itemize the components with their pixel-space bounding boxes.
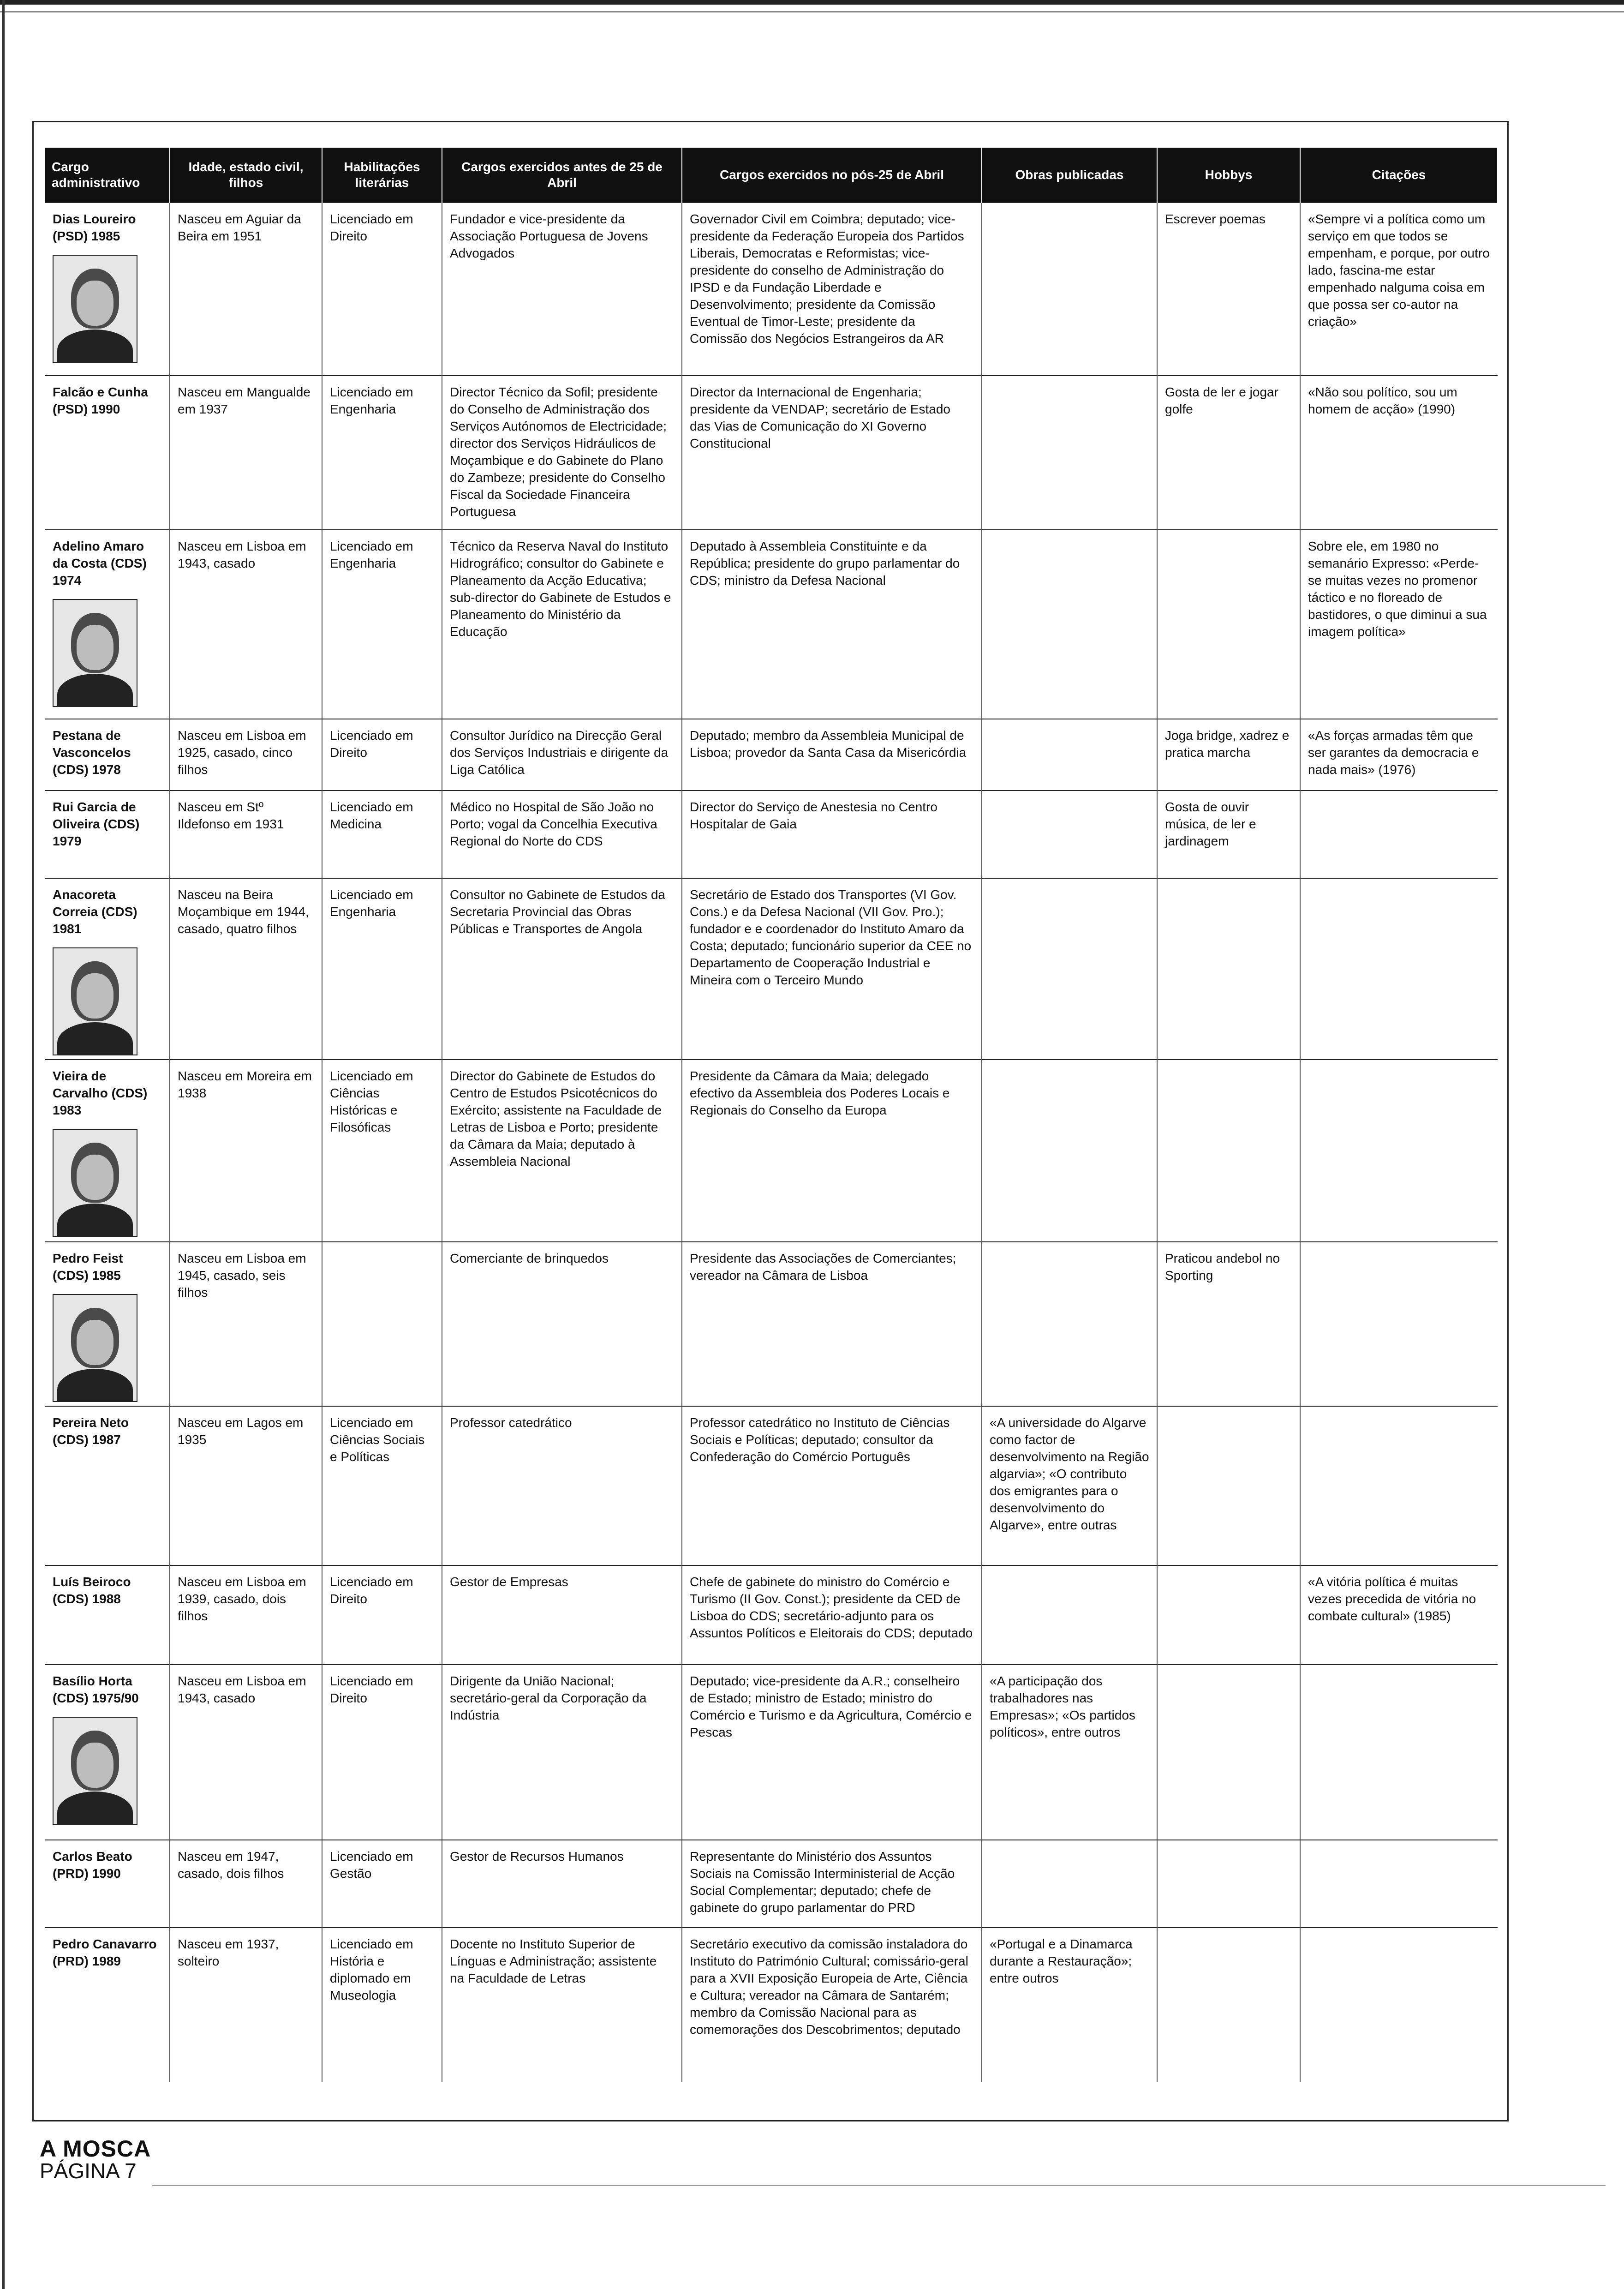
left-edge-rule (2, 0, 5, 2289)
cell-hobbys (1157, 1565, 1300, 1665)
cell-cargo (45, 878, 170, 1060)
cell-obras (982, 530, 1157, 719)
cell-hobbys: Escrever poemas (1157, 203, 1300, 376)
table-row (45, 791, 1498, 878)
cell-citacoes (1300, 1060, 1498, 1242)
profiles-table (45, 148, 1498, 2082)
cell-citacoes (1300, 1665, 1498, 1840)
publication-title: A MOSCA (40, 2136, 151, 2162)
cell-obras (982, 878, 1157, 1060)
cell-cargo (45, 791, 170, 878)
cell-cargo (45, 1406, 170, 1565)
cell-obras (982, 1840, 1157, 1928)
cell-idade: Nasceu em Lagos em 1935 (170, 1406, 322, 1565)
cell-obras: «A participação dos trabalhadores nas Empresas»; «Os partidos políticos», entre outros (982, 1665, 1157, 1840)
cell-pos: Governador Civil em Coimbra; deputado; vice-presidente da Federação Europeia dos Partidos Liberais, Democratas e Reformistas; vice-presidente do conselho de Administração do IPSD e da Fundação Liberdade e Desenvolvimento; presidente da Comissão Eventual de Timor-Leste; presidente da Comissão dos Negócios Estrangeiros da AR (682, 203, 982, 376)
cell-citacoes: «A vitória política é muitas vezes precedida de vitória no combate cultural» (1985) (1300, 1565, 1498, 1665)
cell-citacoes (1300, 1928, 1498, 2082)
cell-idade: Nasceu em Moreira em 1938 (170, 1060, 322, 1242)
header-obras: Obras publicadas (982, 148, 1157, 203)
cell-idade: Nasceu em Stº Ildefonso em 1931 (170, 791, 322, 878)
cell-idade: Nasceu em Aguiar da Beira em 1951 (170, 203, 322, 376)
cell-pos: Chefe de gabinete do ministro do Comércio e Turismo (II Gov. Const.); presidente da CED de Lisboa do CDS; secretário-adjunto para os Assuntos Políticos e Eleitorais do CDS; deputado (682, 1565, 982, 1665)
cell-cargo (45, 203, 170, 376)
table-row (45, 1928, 1498, 2082)
cell-antes: Comerciante de brinquedos (442, 1242, 682, 1406)
cell-antes: Consultor Jurídico na Direcção Geral dos Serviços Industriais e dirigente da Liga Católica (442, 719, 682, 791)
cell-hobbys (1157, 530, 1300, 719)
cell-citacoes: Sobre ele, em 1980 no semanário Expresso: «Perde-se muitas vezes no promenor táctico e no floreado de bastidores, o que diminui a sua imagem política» (1300, 530, 1498, 719)
cell-obras (982, 376, 1157, 530)
person-name: Pedro Canavarro (PRD) 1989 (53, 1937, 157, 1968)
cell-pos: Deputado à Assembleia Constituinte e da República; presidente do grupo parlamentar do CDS; ministro da Defesa Nacional (682, 530, 982, 719)
person-name: Basílio Horta (CDS) 1975/90 (53, 1674, 139, 1705)
cell-cargo (45, 719, 170, 791)
table-row (45, 1665, 1498, 1840)
cell-antes: Médico no Hospital de São João no Porto; vogal da Concelhia Executiva Regional do Norte do CDS (442, 791, 682, 878)
cell-obras (982, 719, 1157, 791)
cell-obras: «A universidade do Algarve como factor de desenvolvimento na Região algarvia»; «O contributo dos emigrantes para o desenvolvimento do Algarve», entre outras (982, 1406, 1157, 1565)
portrait-photo (53, 1129, 137, 1237)
cell-hobbys (1157, 1840, 1300, 1928)
cell-obras (982, 1242, 1157, 1406)
cell-antes: Professor catedrático (442, 1406, 682, 1565)
cell-citacoes (1300, 1242, 1498, 1406)
header-habilitacoes: Habilitações literárias (322, 148, 442, 203)
top-rule-secondary (0, 11, 1624, 12)
cell-hobbys (1157, 1665, 1300, 1840)
cell-cargo (45, 1928, 170, 2082)
cell-citacoes: «Não sou político, sou um homem de acção» (1990) (1300, 376, 1498, 530)
cell-hobbys (1157, 1060, 1300, 1242)
cell-hobbys (1157, 1928, 1300, 2082)
cell-hobbys: Praticou andebol no Sporting (1157, 1242, 1300, 1406)
cell-cargo (45, 1665, 170, 1840)
cell-pos: Director do Serviço de Anestesia no Centro Hospitalar de Gaia (682, 791, 982, 878)
portrait-photo (53, 947, 137, 1055)
portrait-photo (53, 1294, 137, 1402)
cell-cargo (45, 1242, 170, 1406)
cell-hobbys: Gosta de ouvir música, de ler e jardinagem (1157, 791, 1300, 878)
cell-pos: Representante do Ministério dos Assuntos Sociais na Comissão Interministerial de Acção Social Complementar; deputado; chefe de gabinete do grupo parlamentar do PRD (682, 1840, 982, 1928)
cell-antes: Gestor de Empresas (442, 1565, 682, 1665)
table-row (45, 1242, 1498, 1406)
cell-habilitacoes: Licenciado em Engenharia (322, 376, 442, 530)
cell-obras (982, 791, 1157, 878)
cell-antes: Fundador e vice-presidente da Associação Portuguesa de Jovens Advogados (442, 203, 682, 376)
cell-habilitacoes: Licenciado em Medicina (322, 791, 442, 878)
cell-idade: Nasceu em Lisboa em 1943, casado (170, 1665, 322, 1840)
cell-citacoes (1300, 1840, 1498, 1928)
cell-antes: Director Técnico da Sofil; presidente do Conselho de Administração dos Serviços Autónomos de Electricidade; director dos Serviços Hidráulicos de Moçambique e do Gabinete do Plano do Zambeze; presidente do Conselho Fiscal da Sociedade Financeira Portuguesa (442, 376, 682, 530)
cell-cargo (45, 376, 170, 530)
cell-idade: Nasceu em Mangualde em 1937 (170, 376, 322, 530)
header-hobbys: Hobbys (1157, 148, 1300, 203)
table-row (45, 1406, 1498, 1565)
cell-pos: Secretário de Estado dos Transportes (VI Gov. Cons.) e da Defesa Nacional (VII Gov. Pro.); fundador e e coordenador do Instituto Amaro da Costa; deputado; funcionário superior da CEE no Departamento de Cooperação Industrial e Mineira com o Terceiro Mundo (682, 878, 982, 1060)
cell-habilitacoes: Licenciado em Direito (322, 1565, 442, 1665)
person-name: Adelino Amaro da Costa (CDS) 1974 (53, 539, 147, 587)
cell-hobbys: Gosta de ler e jogar golfe (1157, 376, 1300, 530)
table-row (45, 530, 1498, 719)
page-number: PÁGINA 7 (40, 2159, 137, 2183)
cell-citacoes (1300, 878, 1498, 1060)
table-row (45, 376, 1498, 530)
cell-cargo (45, 1060, 170, 1242)
person-name: Luís Beiroco (CDS) 1988 (53, 1575, 131, 1606)
header-cargo: Cargo administrativo (45, 148, 170, 203)
cell-citacoes (1300, 1406, 1498, 1565)
cell-hobbys: Joga bridge, xadrez e pratica marcha (1157, 719, 1300, 791)
cell-idade: Nasceu em Lisboa em 1943, casado (170, 530, 322, 719)
cell-obras: «Portugal e a Dinamarca durante a Restauração»; entre outros (982, 1928, 1157, 2082)
cell-citacoes (1300, 791, 1498, 878)
cell-cargo (45, 530, 170, 719)
cell-citacoes: «Sempre vi a política como um serviço em que todos se empenham, e porque, por outro lado, fascina-me estar empenhado nalguma coisa em que possa ser co-autor na criação» (1300, 203, 1498, 376)
table-row (45, 719, 1498, 791)
cell-cargo (45, 1840, 170, 1928)
cell-cargo (45, 1565, 170, 1665)
person-name: Dias Loureiro (PSD) 1985 (53, 212, 136, 243)
person-name: Pestana de Vasconcelos (CDS) 1978 (53, 728, 131, 777)
cell-antes: Director do Gabinete de Estudos do Centro de Estudos Psicotécnicos do Exército; assistente na Faculdade de Letras de Lisboa e Porto; presidente da Câmara da Maia; deputado à Assembleia Nacional (442, 1060, 682, 1242)
cell-antes: Técnico da Reserva Naval do Instituto Hidrográfico; consultor do Gabinete e Planeamento da Acção Educativa; sub-director do Gabinete de Estudos e Planeamento do Ministério da Educação (442, 530, 682, 719)
table-header-row (45, 148, 1498, 203)
cell-obras (982, 203, 1157, 376)
cell-idade: Nasceu na Beira Moçambique em 1944, casado, quatro filhos (170, 878, 322, 1060)
table-row (45, 1565, 1498, 1665)
header-idade: Idade, estado civil, filhos (170, 148, 322, 203)
cell-habilitacoes: Licenciado em Gestão (322, 1840, 442, 1928)
cell-habilitacoes: Licenciado em Engenharia (322, 878, 442, 1060)
cell-hobbys (1157, 878, 1300, 1060)
cell-pos: Deputado; membro da Assembleia Municipal de Lisboa; provedor da Santa Casa da Misericórdia (682, 719, 982, 791)
person-name: Pereira Neto (CDS) 1987 (53, 1415, 129, 1447)
person-name: Vieira de Carvalho (CDS) 1983 (53, 1069, 148, 1117)
cell-idade: Nasceu em 1937, solteiro (170, 1928, 322, 2082)
table-row (45, 878, 1498, 1060)
header-citacoes: Citações (1300, 148, 1498, 203)
cell-pos: Deputado; vice-presidente da A.R.; conselheiro de Estado; ministro de Estado; ministro do Comércio e Turismo e da Agricultura, Comércio e Pescas (682, 1665, 982, 1840)
top-rule (0, 0, 1624, 5)
cell-pos: Presidente da Câmara da Maia; delegado efectivo da Assembleia dos Poderes Locais e Regionais do Conselho da Europa (682, 1060, 982, 1242)
person-name: Pedro Feist (CDS) 1985 (53, 1251, 123, 1282)
cell-idade: Nasceu em 1947, casado, dois filhos (170, 1840, 322, 1928)
table-body (45, 203, 1498, 2082)
person-name: Rui Garcia de Oliveira (CDS) 1979 (53, 800, 140, 848)
portrait-photo (53, 599, 137, 707)
person-name: Carlos Beato (PRD) 1990 (53, 1849, 132, 1881)
cell-citacoes: «As forças armadas têm que ser garantes da democracia e nada mais» (1976) (1300, 719, 1498, 791)
cell-antes: Dirigente da União Nacional; secretário-geral da Corporação da Indústria (442, 1665, 682, 1840)
cell-habilitacoes: Licenciado em Ciências Históricas e Filosóficas (322, 1060, 442, 1242)
cell-idade: Nasceu em Lisboa em 1925, casado, cinco filhos (170, 719, 322, 791)
cell-habilitacoes: Licenciado em Engenharia (322, 530, 442, 719)
portrait-photo (53, 255, 137, 363)
cell-habilitacoes: Licenciado em Ciências Sociais e Políticas (322, 1406, 442, 1565)
cell-pos: Presidente das Associações de Comerciantes; vereador na Câmara de Lisboa (682, 1242, 982, 1406)
cell-antes: Gestor de Recursos Humanos (442, 1840, 682, 1928)
cell-antes: Consultor no Gabinete de Estudos da Secretaria Provincial das Obras Públicas e Transportes de Angola (442, 878, 682, 1060)
portrait-photo (53, 1717, 137, 1825)
header-cargos-pos: Cargos exercidos no pós-25 de Abril (682, 148, 982, 203)
footer-rule (152, 2185, 1606, 2186)
table-row (45, 1060, 1498, 1242)
cell-habilitacoes: Licenciado em Direito (322, 203, 442, 376)
cell-pos: Director da Internacional de Engenharia; presidente da VENDAP; secretário de Estado das Vias de Comunicação do XI Governo Constitucional (682, 376, 982, 530)
cell-pos: Professor catedrático no Instituto de Ciências Sociais e Políticas; deputado; consultor da Confederação do Comércio Português (682, 1406, 982, 1565)
cell-hobbys (1157, 1406, 1300, 1565)
cell-pos: Secretário executivo da comissão instaladora do Instituto do Património Cultural; comissário-geral para a XVII Exposição Europeia de Arte, Ciência e Cultura; vereador na Câmara de Santarém; membro da Comissão Nacional para as comemorações dos Descobrimentos; deputado (682, 1928, 982, 2082)
table-row (45, 1840, 1498, 1928)
table-row (45, 203, 1498, 376)
cell-habilitacoes: Licenciado em Direito (322, 1665, 442, 1840)
cell-idade: Nasceu em Lisboa em 1945, casado, seis filhos (170, 1242, 322, 1406)
cell-habilitacoes (322, 1242, 442, 1406)
person-name: Anacoreta Correia (CDS) 1981 (53, 887, 137, 936)
person-name: Falcão e Cunha (PSD) 1990 (53, 385, 148, 416)
cell-obras (982, 1565, 1157, 1665)
cell-idade: Nasceu em Lisboa em 1939, casado, dois filhos (170, 1565, 322, 1665)
cell-antes: Docente no Instituto Superior de Línguas e Administração; assistente na Faculdade de Letras (442, 1928, 682, 2082)
cell-habilitacoes: Licenciado em Direito (322, 719, 442, 791)
cell-obras (982, 1060, 1157, 1242)
cell-habilitacoes: Licenciado em História e diplomado em Museologia (322, 1928, 442, 2082)
header-cargos-antes: Cargos exercidos antes de 25 de Abril (442, 148, 682, 203)
